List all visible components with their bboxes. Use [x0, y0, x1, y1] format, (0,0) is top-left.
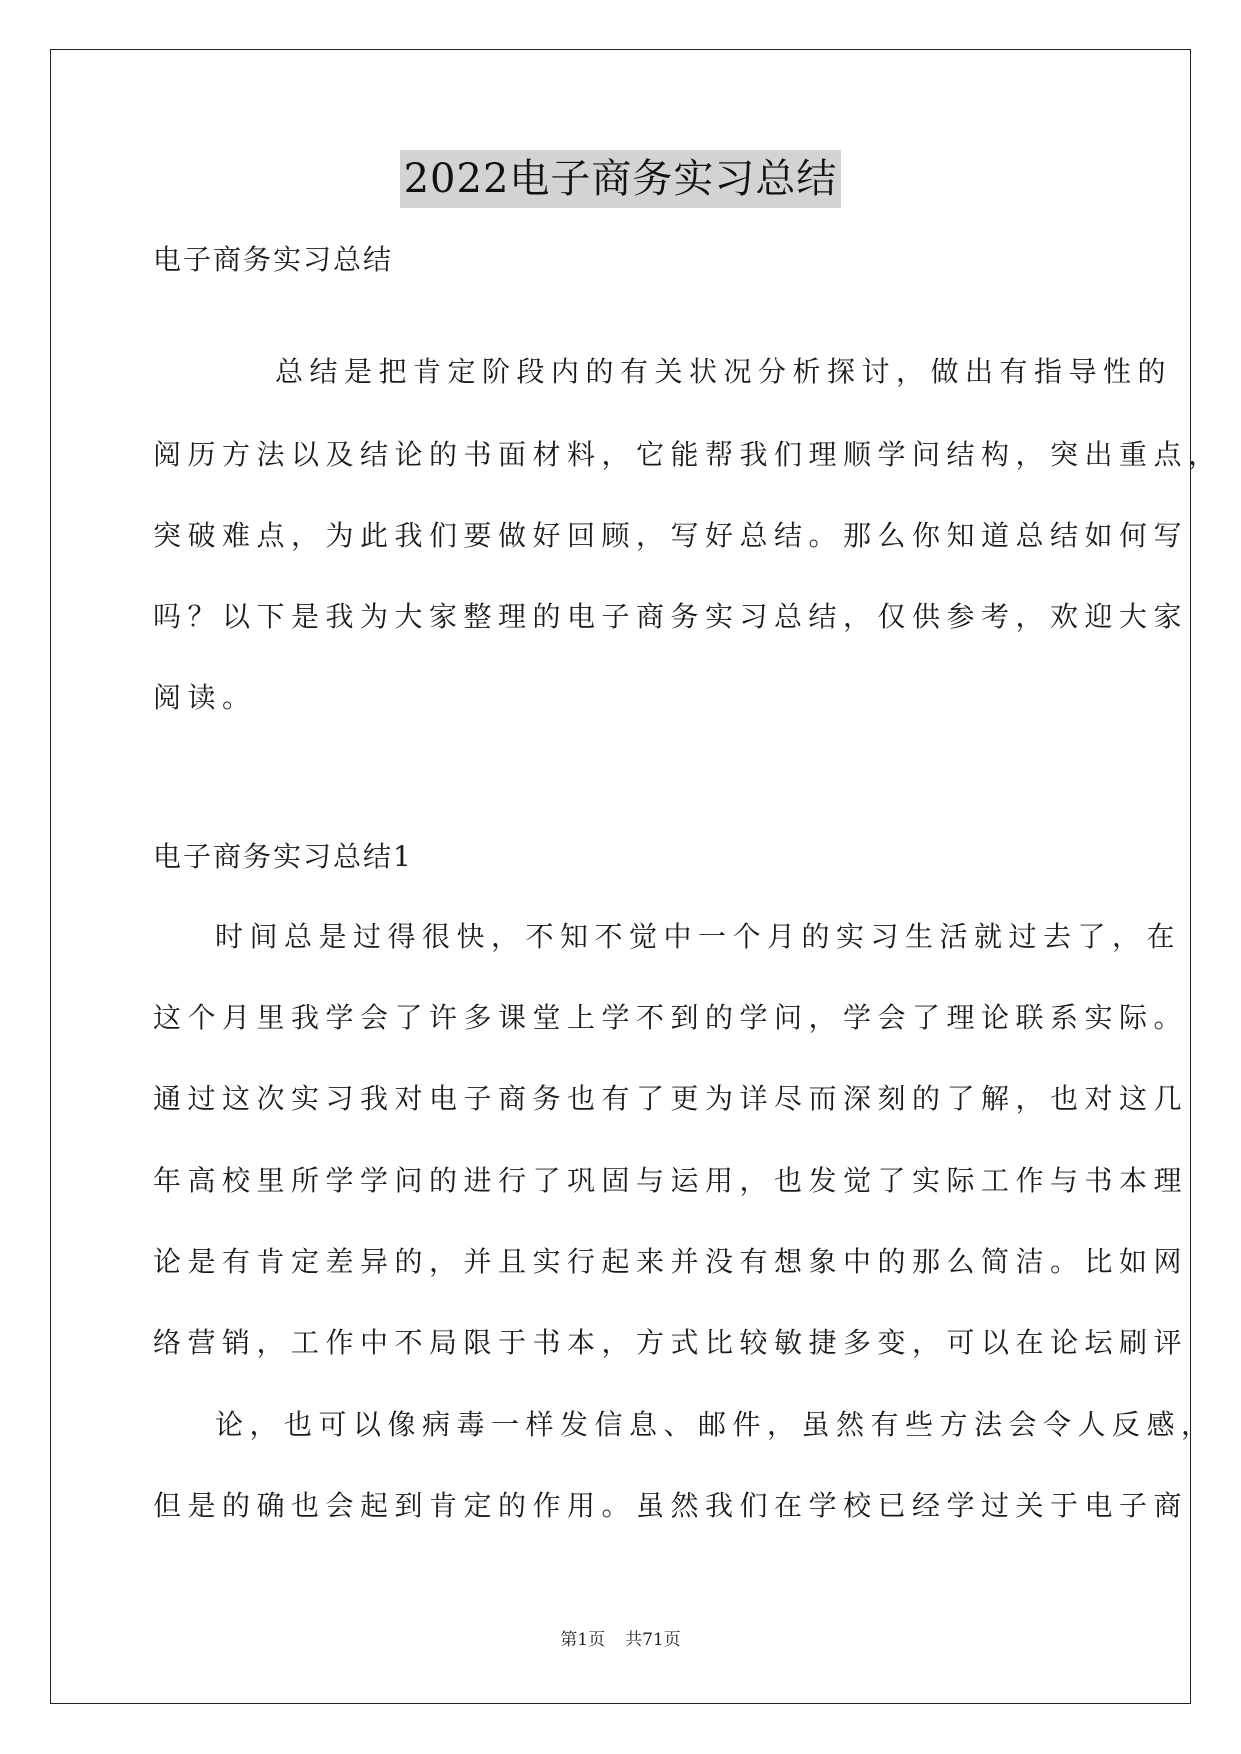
- intro-line: 阅读。: [153, 681, 257, 714]
- page-total: 共71页: [625, 1630, 681, 1650]
- intro-line: 吗？以下是我为大家整理的电子商务实习总结，仅供参考，欢迎大家: [153, 600, 1189, 633]
- body-line: 通过这次实习我对电子商务也有了更为详尽而深刻的了解，也对这几: [153, 1082, 1189, 1115]
- page-footer: [0, 1629, 1241, 1651]
- intro-line: 总结是把肯定阶段内的有关状况分析探讨，做出有指导性的: [275, 355, 1173, 388]
- body-line: 时间总是过得很快，不知不觉中一个月的实习生活就过去了，在: [215, 920, 1182, 953]
- body-line: 这个月里我学会了许多课堂上学不到的学问，学会了理论联系实际。: [153, 1001, 1189, 1034]
- intro-line: 阅历方法以及结论的书面材料，它能帮我们理顺学问结构，突出重点，: [153, 438, 1223, 471]
- intro-line: 突破难点，为此我们要做好回顾，写好总结。那么你知道总结如何写: [153, 519, 1189, 552]
- body-line: 年高校里所学学问的进行了巩固与运用，也发觉了实际工作与书本理: [153, 1164, 1189, 1197]
- section-heading: 电子商务实习总结: [153, 243, 394, 276]
- document-title: [0, 150, 1241, 208]
- body-line: 络营销，工作中不局限于书本，方式比较敏捷多变，可以在论坛刷评: [153, 1326, 1189, 1359]
- page-number: 第1页: [560, 1630, 606, 1650]
- body-line: 论，也可以像病毒一样发信息、邮件，虽然有些方法会令人反感，: [215, 1408, 1216, 1441]
- body-line: 论是有肯定差异的，并且实行起来并没有想象中的那么简洁。比如网: [153, 1245, 1189, 1278]
- body-line: 但是的确也会起到肯定的作用。虽然我们在学校已经学过关于电子商: [153, 1489, 1189, 1522]
- title-text: 2022电子商务实习总结: [400, 150, 842, 208]
- section-heading: 电子商务实习总结1: [153, 840, 413, 873]
